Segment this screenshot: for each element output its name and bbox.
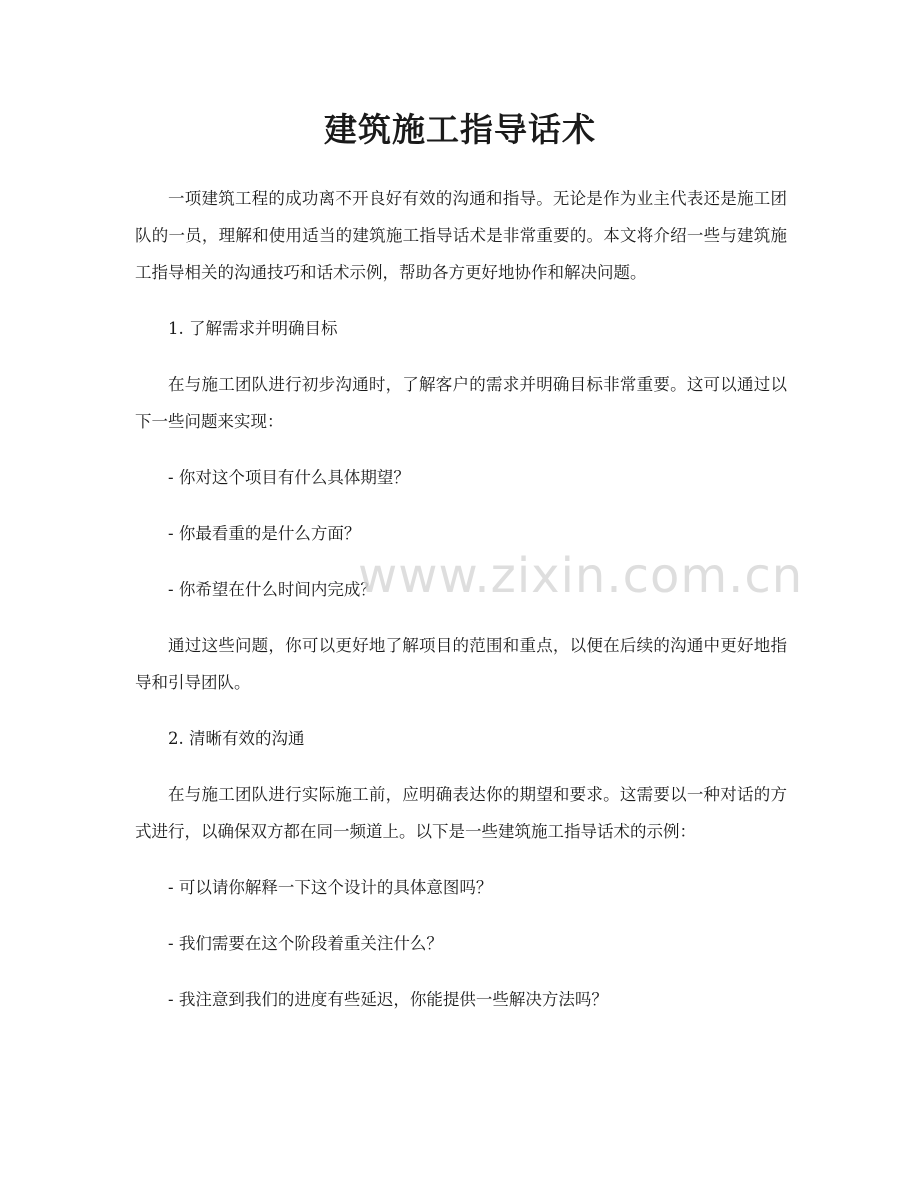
section-2-item-3: - 我注意到我们的进度有些延迟，你能提供一些解决方法吗？: [168, 990, 608, 1009]
section-1-item-3: - 你希望在什么时间内完成？: [168, 580, 377, 599]
section-1-item-2: - 你最看重的是什么方面？: [168, 524, 361, 543]
document-title: 建筑施工指导话术: [324, 110, 596, 149]
section-1-item-1: - 你对这个项目有什么具体期望？: [168, 468, 410, 487]
section-2-item-1: - 可以请你解释一下这个设计的具体意图吗？: [168, 878, 493, 897]
section-1-paragraph: 在与施工团队进行初步沟通时，了解客户的需求并明确目标非常重要。这可以通过以下一些问题来实现：: [135, 375, 787, 431]
document-body: [135, 180, 787, 1037]
watermark: www.zixin.com.cn: [358, 548, 804, 604]
section-2-heading: 2. 清晰有效的沟通: [168, 729, 305, 748]
section-1-heading: 1. 了解需求并明确目标: [168, 319, 338, 338]
section-1-conclusion: 通过这些问题，你可以更好地了解项目的范围和重点，以便在后续的沟通中更好地指导和引导团队。: [135, 636, 787, 692]
section-2-paragraph: 在与施工团队进行实际施工前，应明确表达你的期望和要求。这需要以一种对话的方式进行，以确保双方都在同一频道上。以下是一些建筑施工指导话术的示例：: [135, 785, 787, 841]
intro-paragraph: 一项建筑工程的成功离不开良好有效的沟通和指导。无论是作为业主代表还是施工团队的一员，理解和使用适当的建筑施工指导话术是非常重要的。本文将介绍一些与建筑施工指导相关的沟通技巧和话术示例，帮助各方更好地协作和解决问题。: [135, 189, 787, 282]
section-2-item-2: - 我们需要在这个阶段着重关注什么？: [168, 934, 443, 953]
